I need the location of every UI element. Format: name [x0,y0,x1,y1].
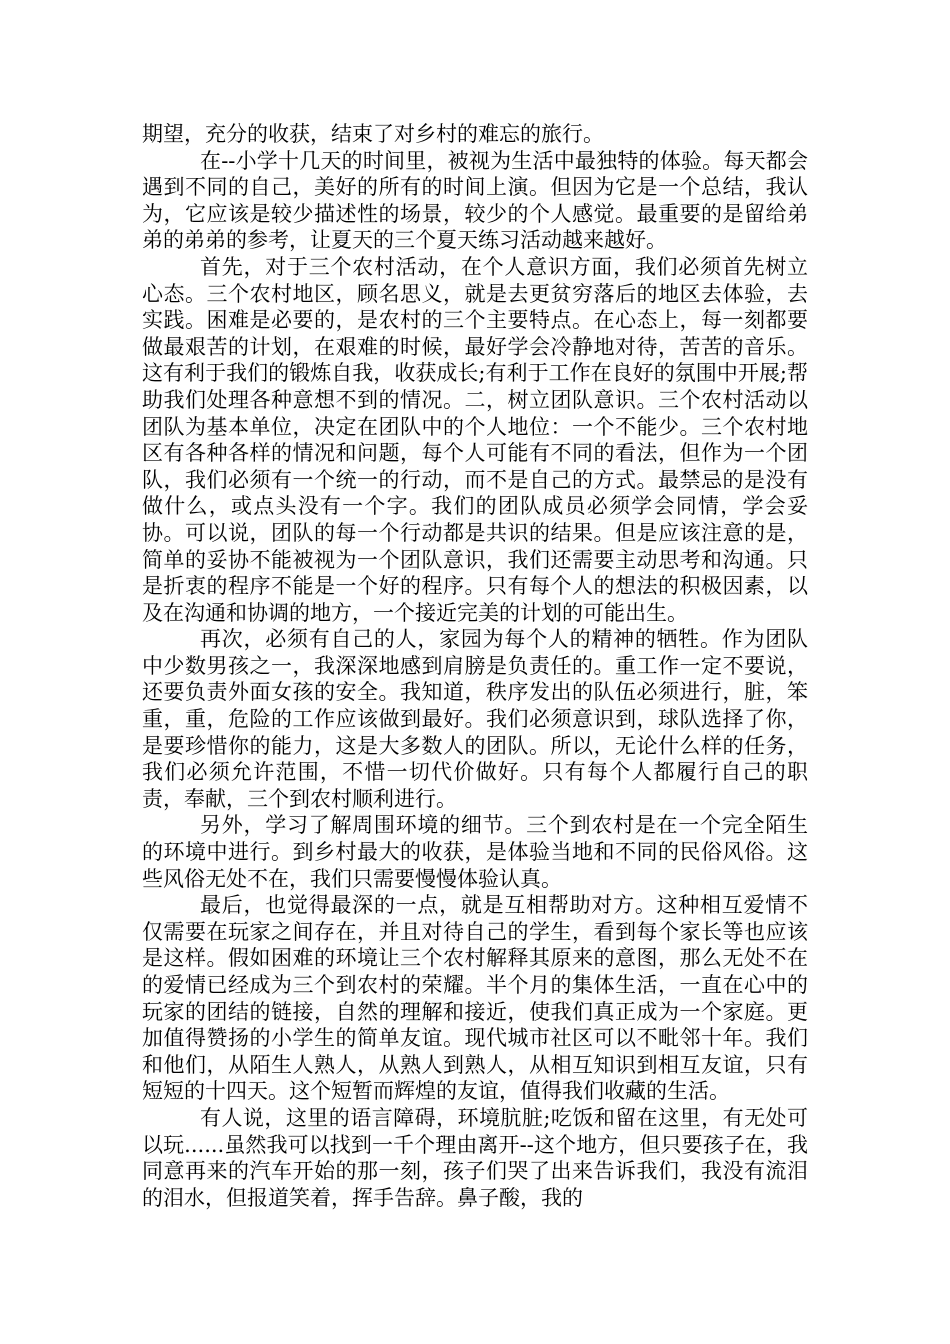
paragraph-7: 有人说，这里的语言障碍，环境肮脏;吃饭和留在这里，有无处可以玩......虽然我可以找到一千个理由离开--这个地方，但只要孩子在，我同意再来的汽车开始的那一刻，孩子们哭了出来告诉我们，我没有流泪的泪水，但报道笑着，挥手告辞。鼻子酸，我的 [142,1105,808,1210]
paragraph-1: 期望，充分的收获，结束了对乡村的难忘的旅行。 [142,122,604,146]
document-body [142,121,808,1211]
paragraph-2: 在--小学十几天的时间里，被视为生活中最独特的体验。每天都会遇到不同的自己，美好的所有的时间上演。但因为它是一个总结，我认为，它应该是较少描述性的场景，较少的个人感觉。最重要的是留给弟弟的弟弟的参考，让夏天的三个夏天练习活动越来越好。 [142,148,808,253]
paragraph-3: 首先，对于三个农村活动，在个人意识方面，我们必须首先树立心态。三个农村地区，顾名思义，就是去更贫穷落后的地区去体验，去实践。困难是必要的，是农村的三个主要特点。在心态上，每一刻都要做最艰苦的计划，在艰难的时候，最好学会冷静地对待，苦苦的音乐。这有利于我们的锻炼自我，收获成长;有利于工作在良好的氛围中开展;帮助我们处理各种意想不到的情况。二，树立团队意识。三个农村活动以团队为基本单位，决定在团队中的个人地位：一个不能少。三个农村地区有各种各样的情况和问题，每个人可能有不同的看法，但作为一个团队，我们必须有一个统一的行动，而不是自己的方式。最禁忌的是没有做什么，或点头没有一个字。我们的团队成员必须学会同情，学会妥协。可以说，团队的每一个行动都是共识的结果。但是应该注意的是，简单的妥协不能被视为一个团队意识，我们还需要主动思考和沟通。只是折衷的程序不能是一个好的程序。只有每个人的想法的积极因素，以及在沟通和协调的地方，一个接近完美的计划的可能出生。 [142,254,808,625]
paragraph-4: 再次，必须有自己的人，家园为每个人的精神的牺牲。作为团队中少数男孩之一，我深深地感到肩膀是负责任的。重工作一定不要说，还要负责外面女孩的安全。我知道，秩序发出的队伍必须进行，脏，笨重，重，危险的工作应该做到最好。我们必须意识到，球队选择了你，是要珍惜你的能力，这是大多数人的团队。所以，无论什么样的任务，我们必须允许范围，不惜一切代价做好。只有每个人都履行自己的职责，奉献，三个到农村顺利进行。 [142,627,808,811]
paragraph-5: 另外，学习了解周围环境的细节。三个到农村是在一个完全陌生的环境中进行。到乡村最大的收获，是体验当地和不同的民俗风俗。这些风俗无处不在，我们只需要慢慢体验认真。 [142,813,808,891]
paragraph-6: 最后，也觉得最深的一点，就是互相帮助对方。这种相互爱情不仅需要在玩家之间存在，并且对待自己的学生，看到每个家长等也应该是这样。假如困难的环境让三个农村解释其原来的意图，那么无处不在的爱情已经成为三个到农村的荣耀。半个月的集体生活，一直在心中的玩家的团结的链接，自然的理解和接近，使我们真正成为一个家庭。更加值得赞扬的小学生的简单友谊。现代城市社区可以不毗邻十年。我们和他们，从陌生人熟人，从熟人到熟人，从相互知识到相互友谊，只有短短的十四天。这个短暂而辉煌的友谊，值得我们收藏的生活。 [142,893,808,1104]
